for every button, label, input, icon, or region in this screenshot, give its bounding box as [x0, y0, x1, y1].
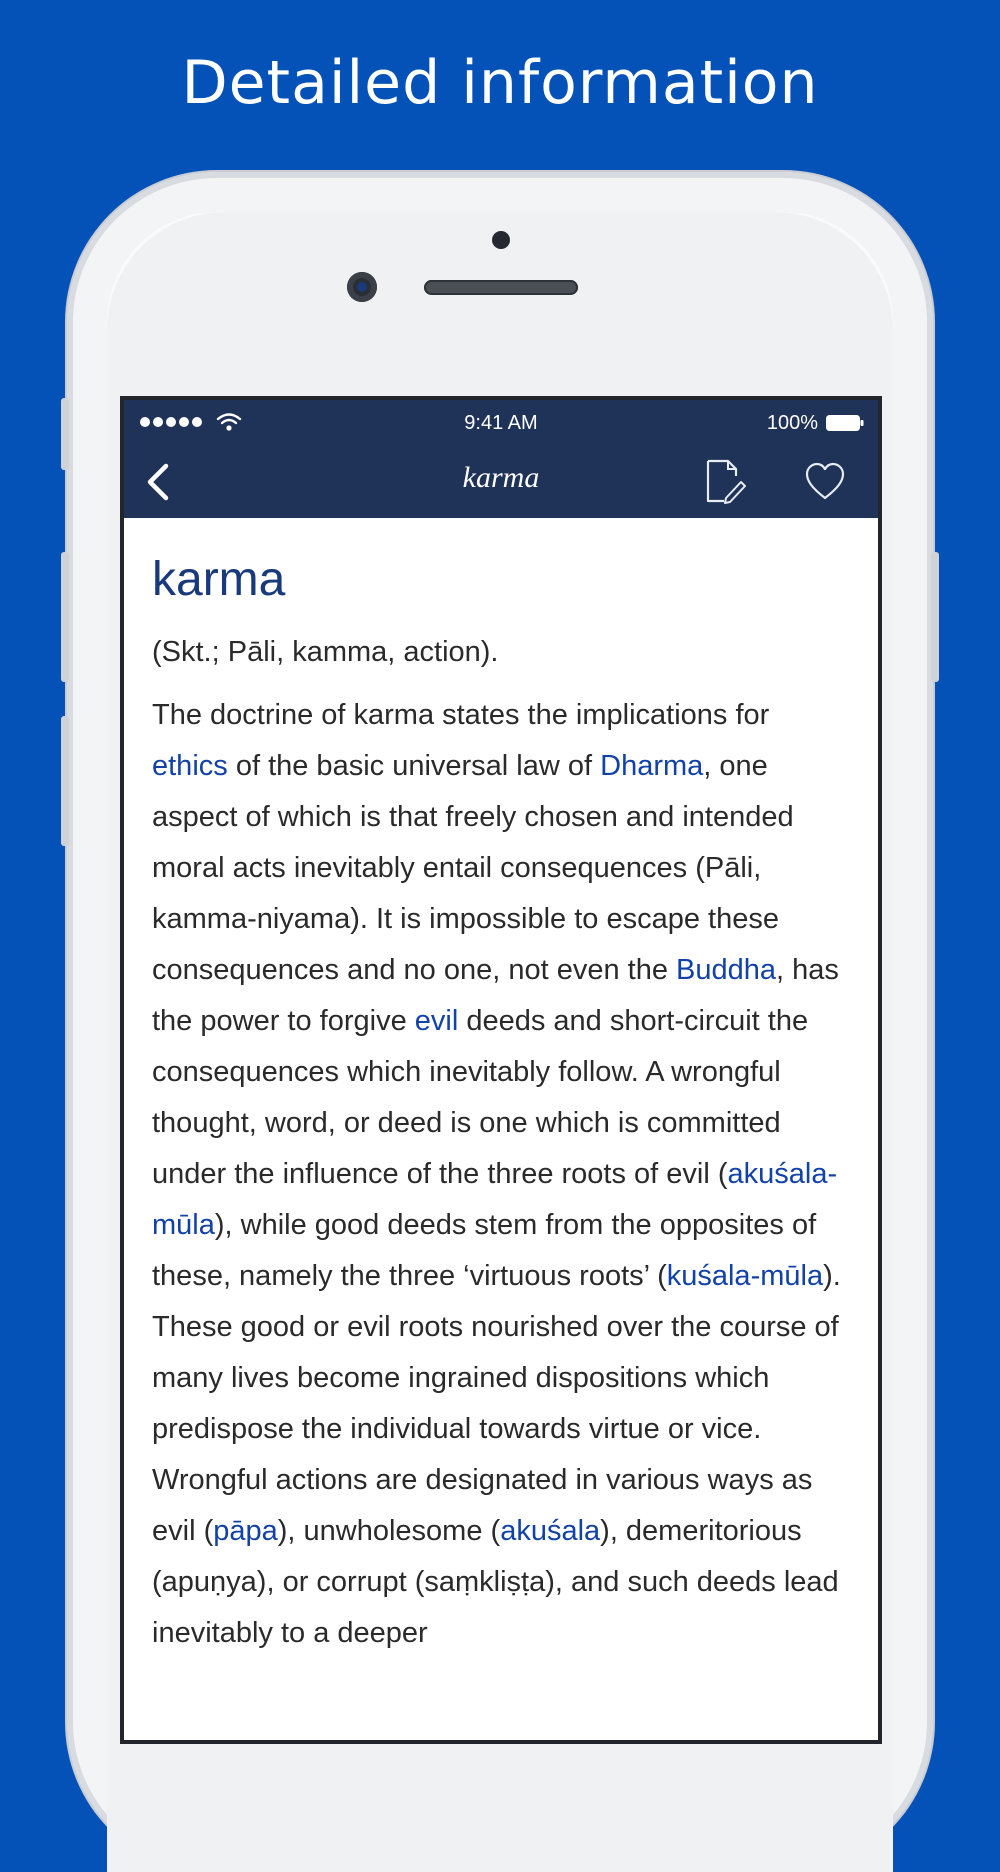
entry-definition [152, 690, 852, 1659]
battery-icon [826, 415, 864, 431]
phone-screen [120, 396, 882, 1744]
link-akusala-mula[interactable]: akuśala-mūla [152, 1158, 838, 1241]
nav-bar [124, 444, 878, 518]
phone-side-button [61, 398, 69, 470]
definition-text: ). These good or evil roots nourished over the course of many lives become ingrained dispositions which predispose the individual towards virtue or vice. Wrongful actions are designated in various ways as evil ( [152, 1260, 841, 1547]
proximity-sensor [492, 231, 510, 249]
heart-icon[interactable] [804, 462, 846, 502]
definition-text: ), demeritorious (apuṇya), or corrupt (saṃkliṣṭa), and such deeds lead inevitably to a deeper [152, 1515, 839, 1649]
phone-side-button [61, 552, 69, 682]
promo-headline: Detailed information [181, 48, 819, 118]
definition-text: of the basic universal law of [227, 750, 601, 782]
phone-side-button [61, 716, 69, 846]
earpiece-speaker [424, 280, 578, 295]
link-kusala-mula[interactable]: kuśala-mūla [666, 1260, 824, 1292]
definition-text: ), while good deeds stem from the opposites of these, namely the three ‘virtuous roots’ ( [152, 1209, 817, 1292]
link-ethics[interactable]: ethics [152, 750, 228, 782]
link-buddha[interactable]: Buddha [676, 954, 777, 986]
definition-text: The doctrine of karma states the implications for [152, 699, 770, 731]
link-papa[interactable]: pāpa [213, 1515, 278, 1547]
definition-text: deeds and short-circuit the consequences which inevitably follow. A wrongful thought, word, or deed is one which is committed under the influence of the three roots of evil ( [152, 1005, 809, 1190]
definition-text: , has the power to forgive [152, 954, 839, 1037]
entry-title: karma [152, 553, 286, 606]
entry-content [152, 518, 852, 1659]
edit-note-icon[interactable] [704, 458, 746, 504]
phone-side-button [931, 552, 939, 682]
definition-text: ), unwholesome ( [277, 1515, 501, 1547]
status-bar [124, 400, 878, 444]
link-evil[interactable]: evil [414, 1005, 459, 1037]
front-camera [347, 272, 377, 302]
status-time: 9:41 AM [464, 412, 538, 434]
entry-etymology: (Skt.; Pāli, kamma, action). [152, 636, 499, 668]
definition-text: , one aspect of which is that freely chosen and intended moral acts inevitably entail consequences (Pāli, kamma-niyama). It is impossible to escape these consequences and no one, not even the [152, 750, 794, 986]
link-dharma[interactable]: Dharma [600, 750, 704, 782]
battery-percent: 100% [766, 412, 818, 434]
nav-title: karma [462, 461, 540, 494]
link-akusala[interactable]: akuśala [500, 1515, 601, 1547]
